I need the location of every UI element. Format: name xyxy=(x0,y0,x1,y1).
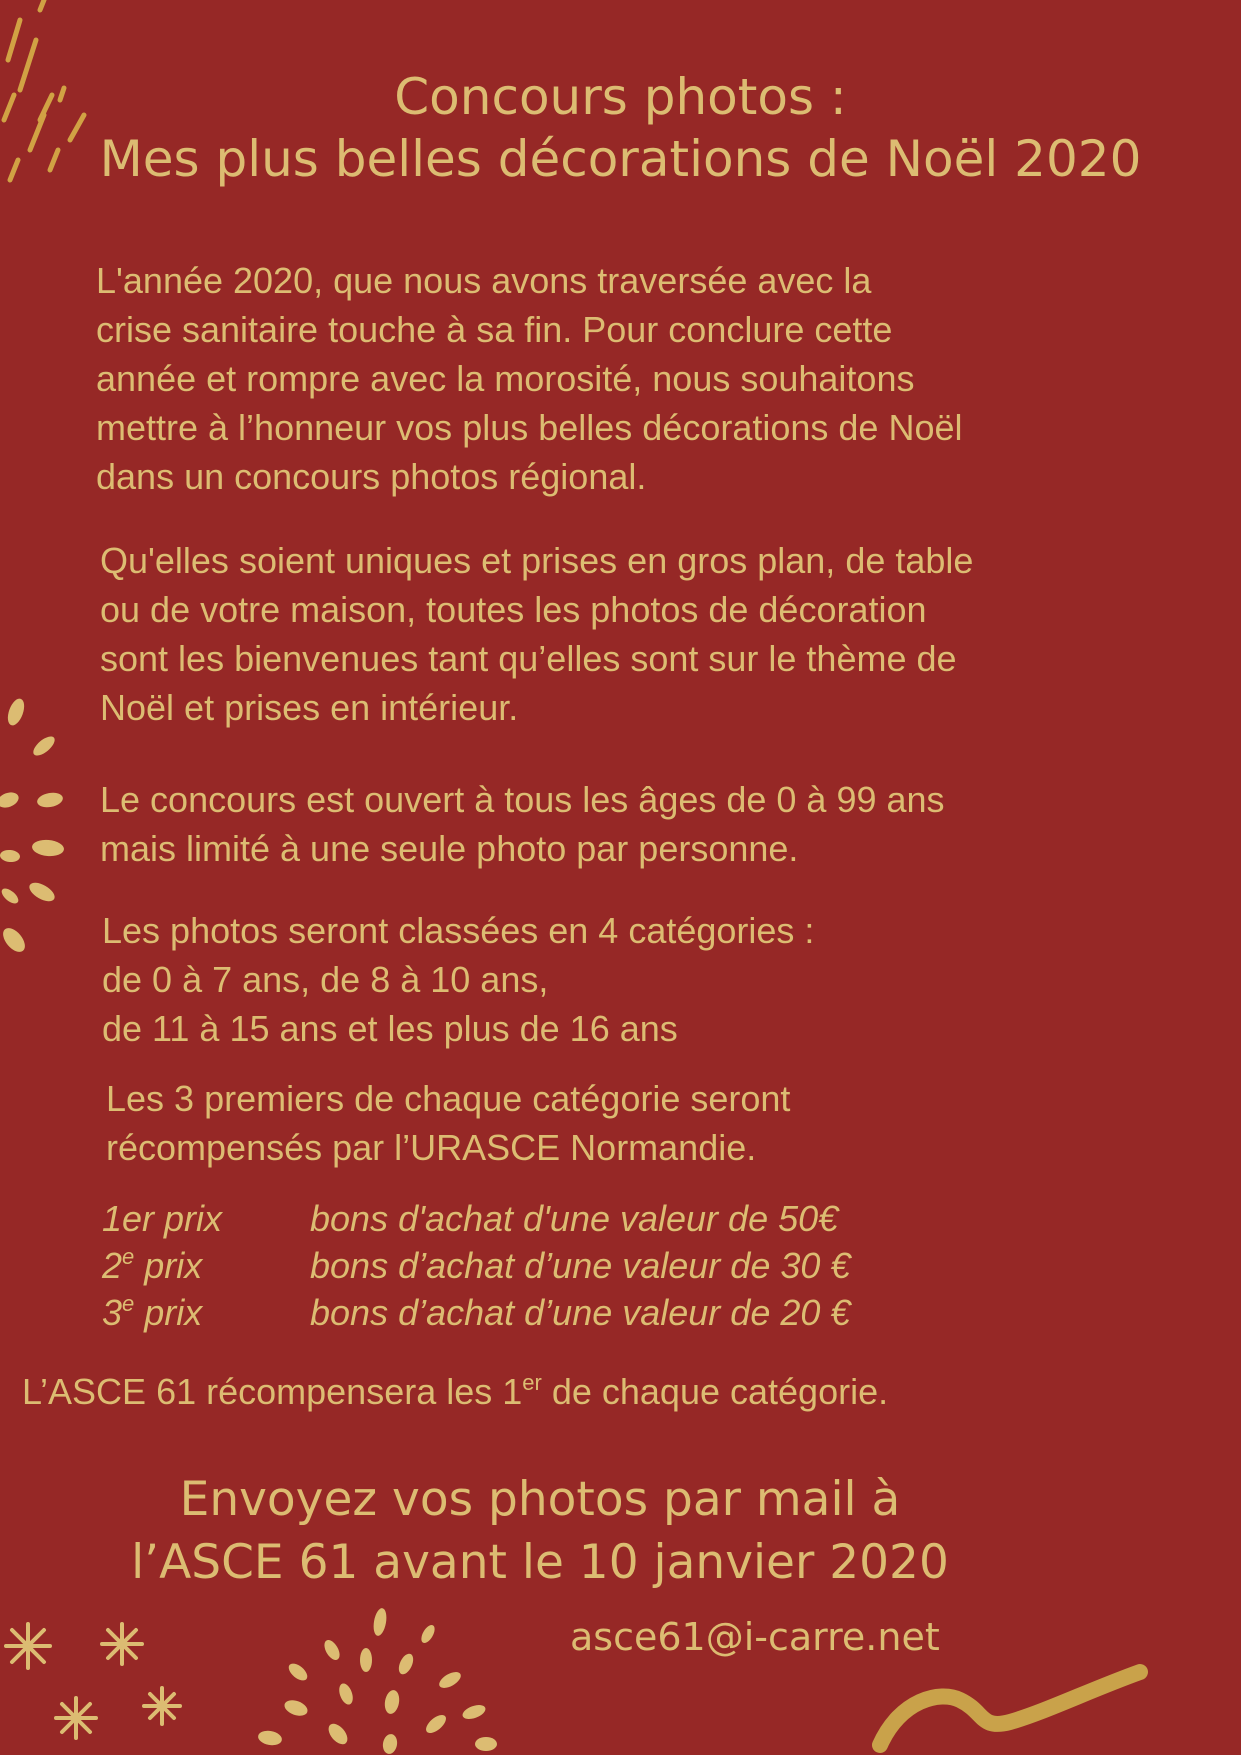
text-line: dans un concours photos régional. xyxy=(96,456,647,497)
text-line: sont les bienvenues tant qu’elles sont sur le thème de xyxy=(100,638,957,679)
reward-paragraph xyxy=(106,1074,790,1172)
text-line: crise sanitaire touche à sa fin. Pour conclure cette xyxy=(96,309,893,350)
text-line: Qu'elles soient uniques et prises en gros plan, de table xyxy=(100,540,974,581)
text-line: Le concours est ouvert à tous les âges de 0 à 99 ans xyxy=(100,779,945,820)
text-line: mais limité à une seule photo par personne. xyxy=(100,828,799,869)
page-title-line1: Concours photos : xyxy=(394,68,847,126)
prize-row xyxy=(102,1289,850,1336)
category-paragraph xyxy=(102,906,814,1053)
text-line: année et rompre avec la morosité, nous souhaitons xyxy=(96,358,915,399)
cta-line2: l’ASCE 61 avant le 10 janvier 2020 xyxy=(131,1535,949,1590)
text-line: L'année 2020, que nous avons traversée avec la xyxy=(96,260,872,301)
text-line: de 0 à 7 ans, de 8 à 10 ans, xyxy=(102,959,549,1000)
prize-reward: bons d’achat d’une valeur de 30 € xyxy=(310,1245,851,1286)
photos-paragraph xyxy=(100,536,973,732)
contact-email[interactable]: asce61@i-carre.net xyxy=(570,1615,940,1659)
page-title-line2: Mes plus belles décorations de Noël 2020 xyxy=(99,130,1142,188)
star-sparkles-icon xyxy=(6,1624,180,1738)
prize-rank: 2e prix xyxy=(102,1244,203,1286)
left-burst-icon xyxy=(0,696,65,955)
asce-reward-line: L’ASCE 61 récompensera les 1er de chaque catégorie. xyxy=(22,1370,889,1412)
prize-rank: 1er prix xyxy=(102,1198,223,1239)
text-line: Noël et prises en intérieur. xyxy=(100,687,519,728)
cta-line1: Envoyez vos photos par mail à xyxy=(179,1472,901,1527)
text-line: ou de votre maison, toutes les photos de décoration xyxy=(100,589,927,630)
age-paragraph xyxy=(100,775,945,873)
prize-reward: bons d’achat d’une valeur de 20 € xyxy=(310,1292,851,1333)
prize-row xyxy=(102,1242,850,1289)
prize-reward: bons d'achat d'une valeur de 50€ xyxy=(310,1198,839,1239)
text-line: de 11 à 15 ans et les plus de 16 ans xyxy=(102,1008,678,1049)
text-line: Les photos seront classées en 4 catégories : xyxy=(102,910,815,951)
text-line: Les 3 premiers de chaque catégorie seront xyxy=(106,1078,791,1119)
prize-rank: 3e prix xyxy=(102,1291,203,1333)
text-line: récompensés par l’URASCE Normandie. xyxy=(106,1127,757,1168)
bottom-burst-icon xyxy=(257,1607,497,1755)
gold-ribbon-icon xyxy=(880,1672,1140,1745)
prize-row xyxy=(102,1195,838,1242)
intro-paragraph xyxy=(96,256,963,501)
text-line: mettre à l’honneur vos plus belles décorations de Noël xyxy=(96,407,963,448)
